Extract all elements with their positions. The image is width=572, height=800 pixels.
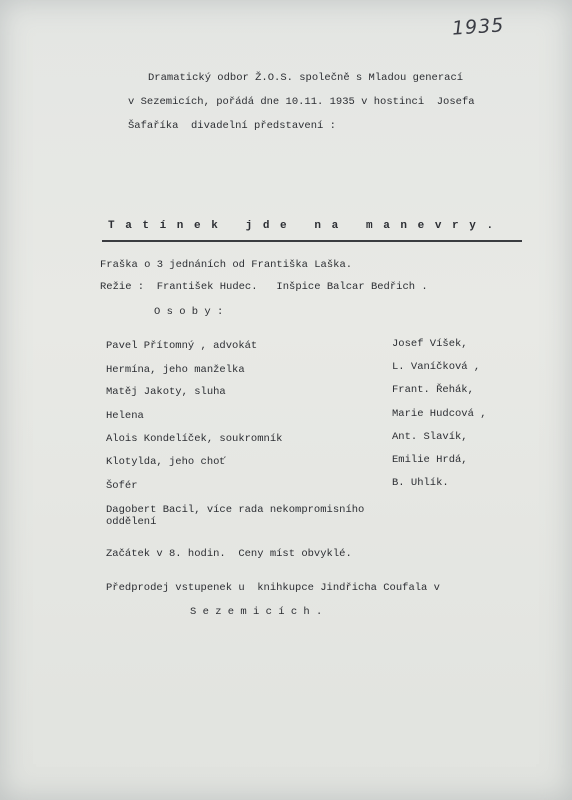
intro-line-1: Dramatický odbor Ž.O.S. společně s Mladou generací [148, 72, 464, 84]
intro-line-2: v Sezemicích, pořádá dne 10.11. 1935 v hostinci Josefa [128, 96, 475, 108]
cast-role: Šofér [106, 480, 138, 492]
cast-role: Helena [106, 410, 144, 422]
cast-role: Pavel Přítomný , advokát [106, 340, 258, 352]
cast-actor: Ant. Slavík, [392, 431, 468, 443]
cast-actor: Frant. Řehák, [392, 384, 474, 396]
title-underline [102, 240, 522, 242]
cast-actor: Josef Víšek, [392, 338, 468, 350]
cast-heading: O s o b y : [154, 306, 224, 318]
intro-line-3: Šafaříka divadelní představení : [128, 120, 336, 132]
handwritten-year: 1935 [451, 14, 506, 40]
cast-role: Matěj Jakoty, sluha [106, 386, 226, 398]
cast-role: Alois Kondelíček, soukromník [106, 433, 283, 445]
cast-role-last-line-1: Dagobert Bacil, více rada nekompromisního [106, 504, 365, 516]
presale-line-1: Předprodej vstupenek u knihkupce Jindřicha Coufala v [106, 582, 440, 594]
cast-actor: Marie Hudcová , [392, 408, 487, 420]
cast-role: Klotylda, jeho choť [106, 456, 226, 468]
play-title: T a t í n e k j d e n a m a n e v r y . [108, 220, 496, 232]
cast-role: Hermína, jeho manželka [106, 364, 245, 376]
cast-actor: Emilie Hrdá, [392, 454, 468, 466]
presale-line-2: S e z e m i c í c h . [190, 606, 323, 618]
start-info: Začátek v 8. hodin. Ceny míst obvyklé. [106, 548, 352, 560]
cast-actor: L. Vaníčková , [392, 361, 481, 373]
cast-actor: B. Uhlík. [392, 477, 449, 489]
cast-role-last-line-2: oddělení [106, 516, 157, 528]
play-subtitle: Fraška o 3 jednáních od Františka Laška. [100, 259, 353, 271]
directing-line: Režie : František Hudec. Inšpice Balcar Bedřich . [100, 281, 428, 293]
